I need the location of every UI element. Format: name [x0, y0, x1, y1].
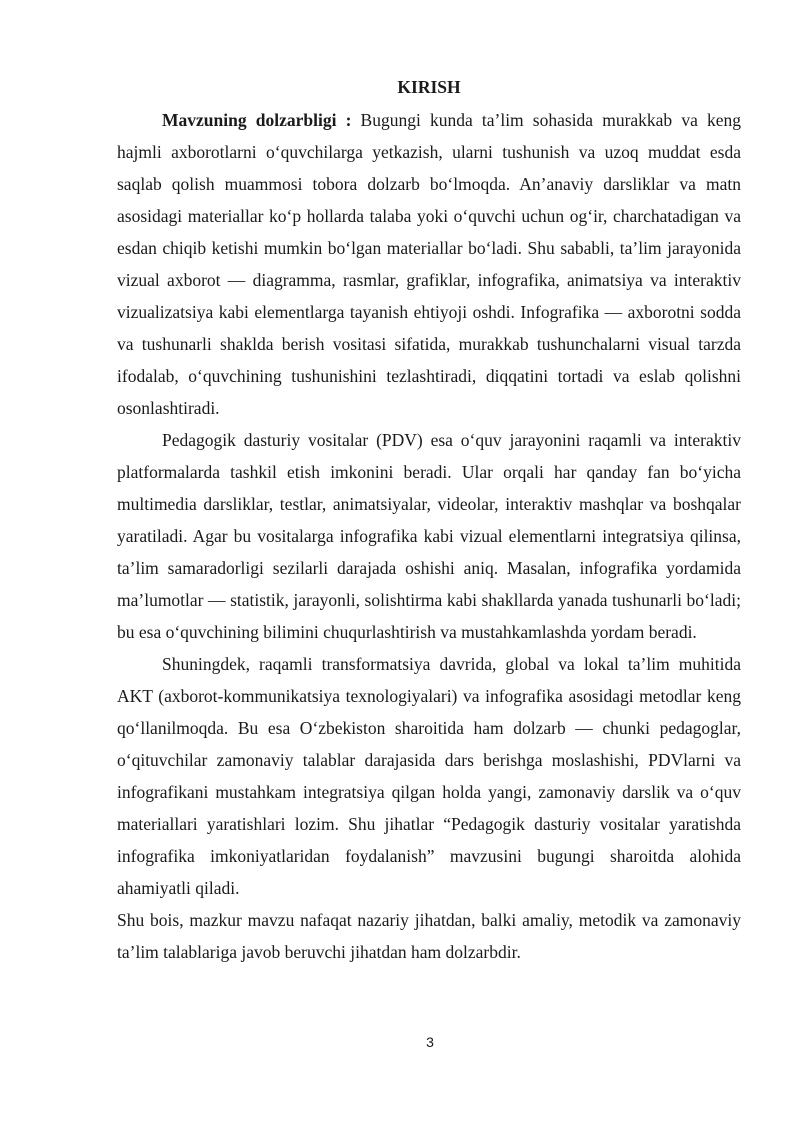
- paragraph-pdv: Pedagogik dasturiy vositalar (PDV) esa o‘quv jarayonini raqamli va interaktiv platformalarda tashkil etish imkonini beradi. Ular orqali har qanday fan bo‘yicha multimedia darsliklar, testlar, animatsiyalar, videolar, interaktiv mashqlar va boshqalar yaratiladi. Agar bu vositalarga infografika kabi vizual elementlarni integratsiya qilinsa, ta’lim samaradorligi sezilarli darajada oshishi aniq. Masalan, infografika yordamida ma’lumotlar — statistik, jarayonli, solishtirma kabi shakllarda yanada tushunarli bo‘ladi; bu esa o‘quvchining bilimini chuqurlashtirish va mustahkamlashda yordam beradi.: [117, 430, 741, 642]
- paragraph-lead: Mavzuning dolzarbligi :: [162, 110, 352, 130]
- section-heading: KIRISH: [397, 77, 461, 97]
- paragraph-conclusion: Shu bois, mazkur mavzu nafaqat nazariy jihatdan, balki amaliy, metodik va zamonaviy ta’lim talablariga javob beruvchi jihatdan ham dolzarbdir.: [117, 910, 741, 962]
- page-number: 3: [426, 1034, 434, 1050]
- document-page: [117, 70, 741, 968]
- paragraph-transformation: Shuningdek, raqamli transformatsiya davrida, global va lokal ta’lim muhitida AKT (axborot-kommunikatsiya texnologiyalari) va infografika asosidagi metodlar keng qo‘llanilmoqda. Bu esa O‘zbekiston sharoitida ham dolzarb — chunki pedagoglar, o‘qituvchilar zamonaviy talablar darajasida dars berishga moslashishi, PDVlarni va infografikani mustahkam integratsiya qilgan holda yangi, zamonaviy darslik va o‘quv materiallari yaratishlari lozim. Shu jihatlar “Pedagogik dasturiy vositalar yaratishda infografika imkoniyatlaridan foydalanish” mavzusini bugungi sharoitda alohida ahamiyatli qiladi.: [117, 654, 741, 898]
- paragraph-text: Bugungi kunda ta’lim sohasida murakkab va keng hajmli axborotlarni o‘quvchilarga yetkazish, ularni tushunish va uzoq muddat esda saqlab qolish muammosi tobora dolzarb bo‘lmoqda. An’anaviy darsliklar va matn asosidagi materiallar ko‘p hollarda talaba yoki o‘quvchi uchun og‘ir, charchatadigan va esdan chiqib ketishi mumkin bo‘lgan materiallar bo‘ladi. Shu sababli, ta’lim jarayonida vizual axborot — diagramma, rasmlar, grafiklar, infografika, animatsiya va interaktiv vizualizatsiya kabi elementlarga tayanish ehtiyoji oshdi. Infografika — axborotni sodda va tushunarli shaklda berish vositasi sifatida, murakkab tushunchalarni visual tarzda ifodalab, o‘quvchining tushunishini tezlashtiradi, diqqatini tortadi va eslab qolishni osonlashtiradi.: [117, 110, 741, 418]
- paragraph-relevance: [117, 104, 741, 424]
